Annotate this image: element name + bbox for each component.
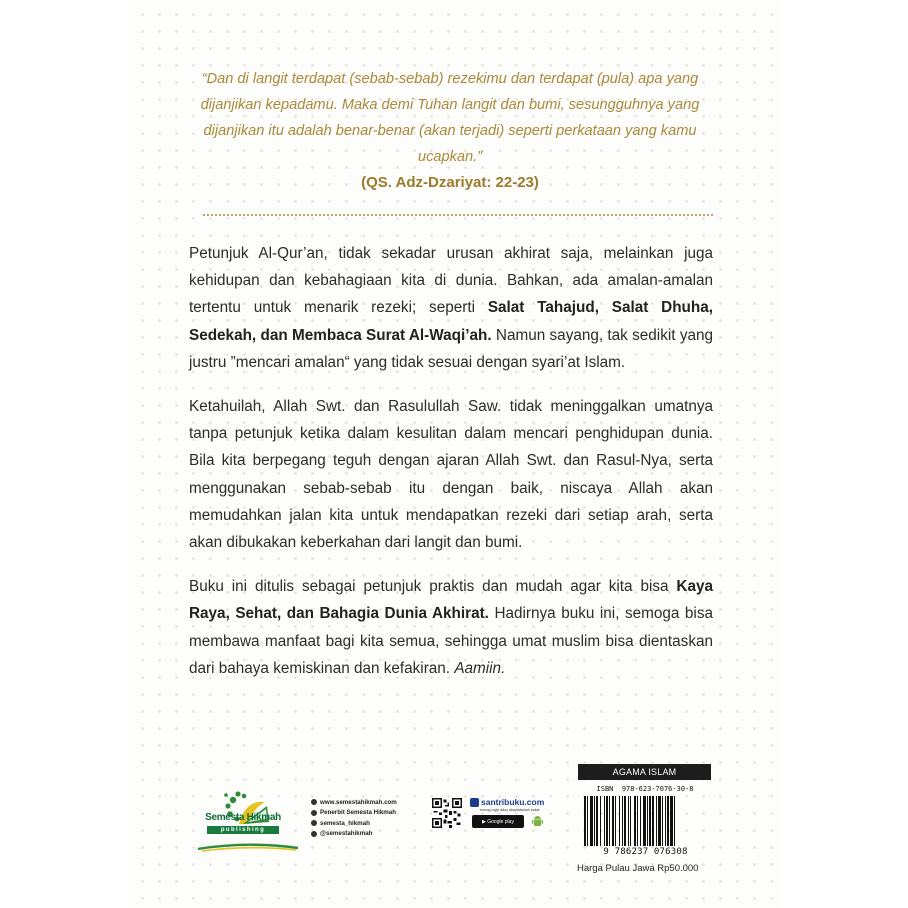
- contact-website-text: www.semestahikmah.com: [320, 798, 397, 806]
- shop-badge-icon: [470, 798, 479, 807]
- instagram-icon: [311, 820, 317, 826]
- barcode-bar: [640, 796, 641, 846]
- price: Harga Pulau Jawa Rp50.000: [577, 863, 699, 874]
- barcode-bar: [604, 796, 605, 846]
- barcode-bar: [596, 796, 598, 846]
- blurb: [189, 240, 713, 699]
- barcode-icon: [578, 796, 711, 848]
- category-label: AGAMA ISLAM: [578, 764, 711, 780]
- barcode-bar: [667, 796, 669, 846]
- barcode-bar: [622, 796, 623, 846]
- paragraph-1-bold: Salat Tahajud, Salat Dhuha, Sedekah, dan Membaca Surat Al-Waqi’ah.: [189, 299, 714, 344]
- contact-website[interactable]: [311, 797, 397, 808]
- barcode-bar: [652, 796, 654, 846]
- google-play-label: Google play: [487, 818, 514, 825]
- quote-reference: (QS. Adz-Dzariyat: 22-23): [361, 174, 539, 191]
- globe-icon: [311, 799, 317, 805]
- contact-list: [311, 797, 397, 839]
- barcode-bar: [643, 796, 646, 846]
- isbn: ISBN 978-623-7076-30-8: [596, 785, 694, 793]
- contact-twitter-text: @semestahikmah: [320, 830, 373, 838]
- contact-instagram-text: semesta_hikmah: [320, 819, 370, 827]
- barcode-bar: [609, 796, 610, 846]
- paragraph-3-text-b: Hadirnya buku ini, semoga bisa membawa manfaat bagi kita semua, sehingga umat muslim bisa dientaskan dari bahaya kemiskinan dan kefakiran.: [189, 605, 713, 677]
- barcode-bar: [649, 796, 651, 846]
- contact-facebook-text: Penerbit Semesta Hikmah: [320, 809, 396, 817]
- barcode-bar: [674, 796, 675, 846]
- barcode-bar: [634, 796, 636, 846]
- barcode-bar: [628, 796, 629, 846]
- barcode-bar: [594, 796, 595, 846]
- contact-instagram[interactable]: [311, 818, 397, 829]
- barcode-bar: [658, 796, 661, 846]
- publisher-subtitle: publishing: [207, 826, 279, 834]
- barcode-bar: [670, 796, 673, 846]
- barcode-bar: [587, 796, 588, 846]
- barcode-bar: [619, 796, 620, 846]
- barcode-bar: [662, 796, 663, 846]
- contact-twitter[interactable]: [311, 829, 397, 840]
- facebook-icon: [311, 810, 317, 816]
- barcode-bar: [606, 796, 608, 846]
- paragraph-1-text-b: Namun sayang, tak sedikit yang justru ”mencari amalan“ yang tidak sesuai dengan syari’at Islam.: [189, 326, 713, 371]
- shop-tagline: ewong myip adoy abaytabanah bukat: [480, 808, 540, 812]
- barcode-bar: [584, 796, 586, 846]
- paragraph-1-text-a: Petunjuk Al-Qur’an, tidak sekadar urusan akhirat saja, melainkan juga kehidupan dan kebahagiaan kita di dunia. Bahkan, ada amalan-amalan tertentu untuk menarik rezeki; seperti: [189, 245, 713, 317]
- twitter-icon: [311, 831, 317, 837]
- barcode-bar: [612, 796, 614, 846]
- qr-code-icon[interactable]: [432, 798, 462, 828]
- paragraph-3: [189, 573, 713, 682]
- barcode-bar: [590, 796, 593, 846]
- paragraph-3-italic: Aamiin.: [454, 659, 506, 677]
- barcode-bar: [665, 796, 666, 846]
- paragraph-3-text-a: Buku ini ditulis sebagai petunjuk praktis dan mudah agar kita bisa: [189, 578, 677, 596]
- shop-name: santribuku.com: [481, 797, 545, 807]
- quote-text: “Dan di langit terdapat (sebab-sebab) rezekimu dan terdapat (pula) apa yang dijanjikan kepadamu. Maka demi Tuhan langit dan bumi, sesungguhnya yang dijanjikan itu adalah benar-benar (akan terjadi) seperti perkataan yang kamu ucapkan.”: [200, 71, 700, 165]
- paragraph-2: Ketahuilah, Allah Swt. dan Rasulullah Saw. tidak meninggalkan umatnya tanpa petunjuk ketika dalam kesulitan dalam mencari penghidupan dunia. Bila kita berpegang teguh dengan ajaran Allah Swt. dan Rasul-Nya, serta menggunakan sebab-sebab itu dengan baik, niscaya Allah akan memudahkan jalan kita untuk mendapatkan rezeki dari setiap arah, serta akan dibukakan keberkahan dari langit dan bumi.: [189, 398, 713, 552]
- google-play-badge[interactable]: [472, 815, 524, 828]
- barcode-bar: [624, 796, 626, 846]
- logo-swoosh: [198, 842, 298, 852]
- contact-facebook[interactable]: [311, 808, 397, 819]
- publisher-name: Semesta Hikmah: [205, 812, 281, 823]
- barcode-bar: [600, 796, 601, 846]
- quote: [200, 66, 700, 196]
- barcode-bar: [615, 796, 616, 846]
- android-icon: [532, 815, 543, 827]
- play-icon: ▶: [482, 818, 488, 825]
- barcode-bar: [647, 796, 648, 846]
- barcode-bar: [630, 796, 631, 846]
- paragraph-3-bold: Kaya Raya, Sehat, dan Bahagia Dunia Akhirat.: [189, 578, 713, 623]
- barcode-number: 9 786237 076308: [603, 847, 688, 857]
- barcode-bar: [656, 796, 657, 846]
- paragraph-1: [189, 240, 713, 376]
- barcode-bar: [637, 796, 638, 846]
- shop-logo[interactable]: [470, 797, 544, 807]
- dotted-divider: [203, 214, 713, 216]
